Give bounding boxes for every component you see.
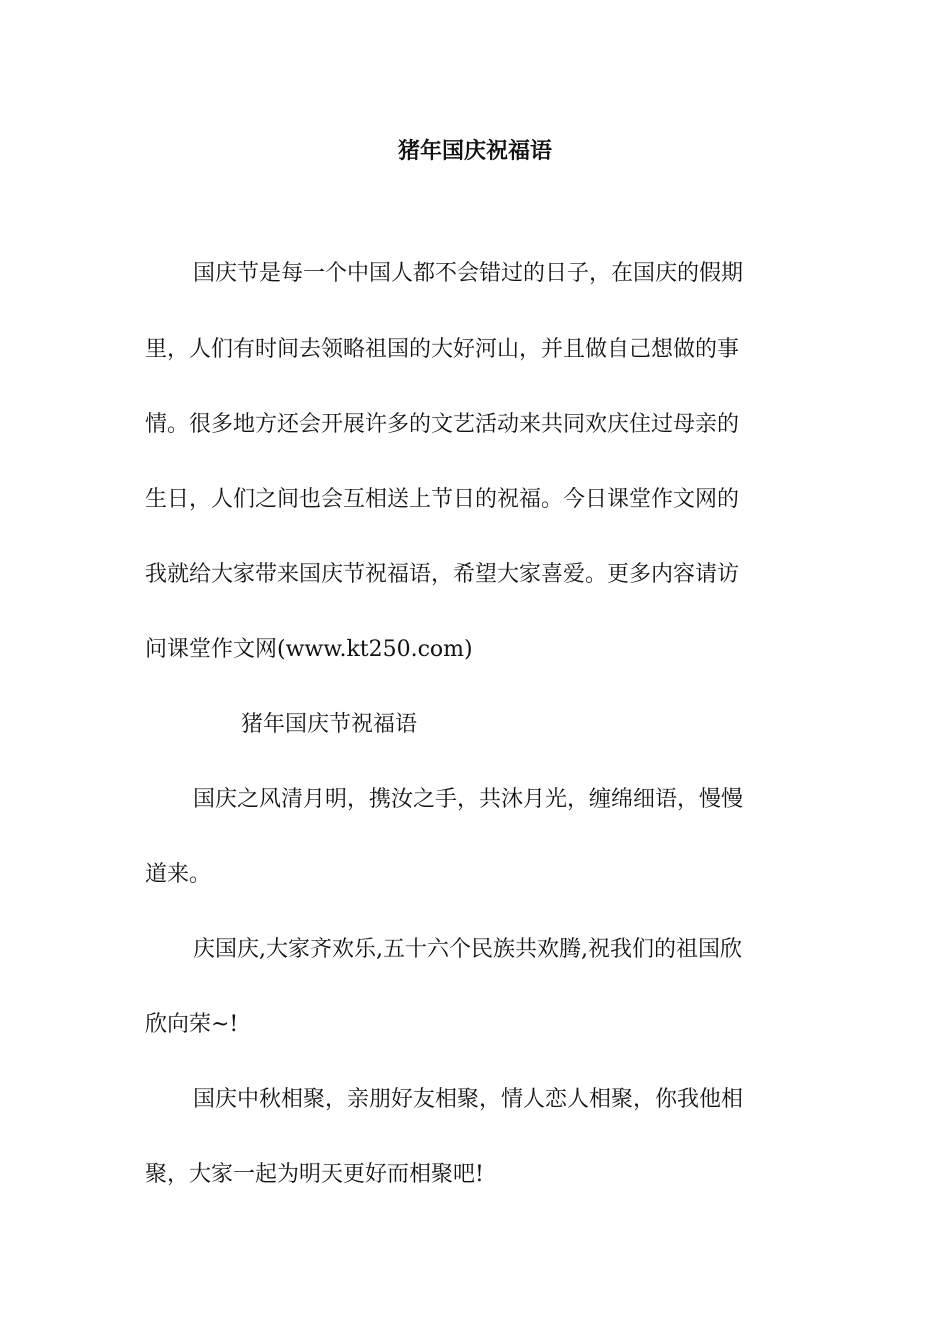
intro-line: 情。很多地方还会开展许多的文艺活动来共同欢庆住过母亲的 [145, 412, 740, 437]
intro-line: 问课堂作文网(www.kt250.com) [145, 637, 473, 662]
intro-line: 里，人们有时间去领略祖国的大好河山，并且做自己想做的事 [145, 337, 740, 362]
section-subheading: 猪年国庆节祝福语 [241, 712, 418, 737]
intro-line: 我就给大家带来国庆节祝福语，希望大家喜爱。更多内容请访 [145, 562, 740, 587]
blessing-line: 聚，大家一起为明天更好而相聚吧! [145, 1162, 484, 1187]
blessing-line: 道来。 [145, 862, 212, 887]
blessing-line: 庆国庆,大家齐欢乐,五十六个民族共欢腾,祝我们的祖国欣 [193, 937, 742, 962]
document-title: 猪年国庆祝福语 [397, 139, 552, 164]
intro-line: 生日，人们之间也会互相送上节日的祝福。今日课堂作文网的 [145, 487, 740, 512]
blessing-line: 国庆之风清月明，携汝之手，共沐月光，缠绵细语，慢慢 [193, 787, 744, 812]
intro-line: 国庆节是每一个中国人都不会错过的日子，在国庆的假期 [193, 261, 744, 286]
blessing-line: 欣向荣~! [145, 1012, 239, 1037]
blessing-line: 国庆中秋相聚，亲朋好友相聚，情人恋人相聚，你我他相 [193, 1087, 744, 1112]
